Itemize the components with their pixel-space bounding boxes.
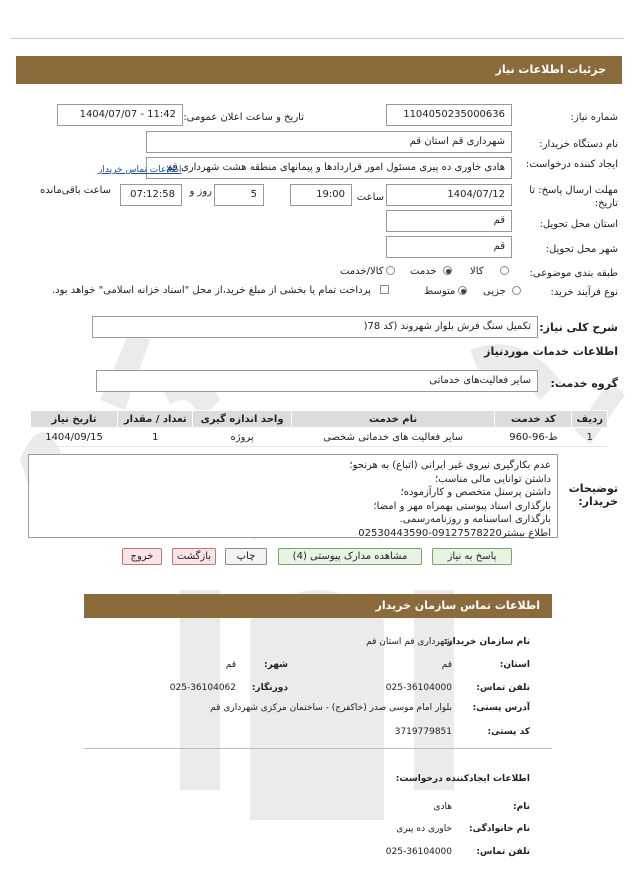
process-option-medium: متوسط xyxy=(424,286,456,297)
contact-fax-label: دورنگار: xyxy=(251,683,288,693)
creator-label: ایجاد کننده درخواست: xyxy=(525,159,618,170)
summary-label: شرح کلی نیاز: xyxy=(539,321,618,334)
creator-first-name-label: نام: xyxy=(513,802,530,812)
col-qty-header: تعداد / مقدار xyxy=(118,411,193,428)
buyer-org-label: نام دستگاه خریدار: xyxy=(539,139,618,150)
announce-date-field[interactable]: 1404/07/07 - 11:42 xyxy=(57,104,183,126)
cell-code: ط-96-960 xyxy=(495,428,572,447)
category-option-goods: کالا xyxy=(470,266,484,277)
contact-org-label: نام سازمان خریدار: xyxy=(443,637,530,647)
cell-name: سایر فعالیت های خدماتی شخصی xyxy=(291,428,495,447)
province-label: استان محل تحویل: xyxy=(539,219,618,230)
category-radio-goods-service[interactable] xyxy=(386,266,395,275)
summary-field[interactable]: تکمیل سنگ فرش بلوار شهروند (کد 78( xyxy=(92,316,538,338)
table-header-row xyxy=(31,411,608,428)
category-option-goods-service: کالا/خدمت xyxy=(340,266,384,277)
exit-button[interactable]: خروج xyxy=(122,548,162,565)
service-group-label: گروه خدمت: xyxy=(550,377,618,390)
attachments-button[interactable]: مشاهده مدارک پیوستی (4) xyxy=(278,548,422,565)
reply-button[interactable]: پاسخ به نیاز xyxy=(432,548,512,565)
days-field[interactable]: 5 xyxy=(214,184,264,206)
need-number-label: شماره نیاز: xyxy=(570,112,618,123)
buyer-notes-box[interactable] xyxy=(28,454,558,538)
time-label: ساعت xyxy=(356,192,384,203)
process-radio-minor[interactable] xyxy=(512,286,521,295)
creator-first-name-value: هادی xyxy=(433,802,452,812)
col-date-header: تاریخ نیاز xyxy=(31,411,118,428)
creator-info-title: اطلاعات ایجادکننده درخواست: xyxy=(395,774,530,784)
category-radio-service[interactable] xyxy=(443,266,452,275)
contact-postal-label: کد پستی: xyxy=(487,727,530,737)
buyer-notes-label: توضیحات خریدار: xyxy=(568,482,618,508)
category-option-service: خدمت xyxy=(410,266,437,277)
category-radio-goods[interactable] xyxy=(500,266,509,275)
contact-province-label: استان: xyxy=(499,660,530,670)
category-label: طبقه بندی موضوعی: xyxy=(529,268,618,279)
contact-address-value: بلوار امام موسی صدر (خاکفرج) - ساختمان مرکزی شهرداری قم xyxy=(210,703,452,713)
cell-qty: 1 xyxy=(118,428,193,447)
deadline-time-field[interactable]: 19:00 xyxy=(290,184,352,206)
note-line: اطلاع بیشتر09127578220-02530443590 xyxy=(358,527,551,539)
remaining-time-field[interactable]: 07:12:58 xyxy=(120,184,182,206)
contact-province-value: قم xyxy=(441,660,452,670)
col-code-header: کد خدمت xyxy=(495,411,572,428)
top-divider xyxy=(10,38,624,39)
announce-date-label: تاریخ و ساعت اعلان عمومی: xyxy=(183,112,304,123)
days-label: روز و xyxy=(189,186,212,197)
col-unit-header: واحد اندازه گیری xyxy=(193,411,291,428)
deadline-label: مهلت ارسال پاسخ: تا تاریخ: xyxy=(529,185,618,209)
print-button[interactable]: چاپ xyxy=(225,548,267,565)
city-label: شهر محل تحویل: xyxy=(545,244,618,255)
creator-last-name-label: نام خانوادگی: xyxy=(468,824,530,834)
deadline-date-field[interactable]: 1404/07/12 xyxy=(386,184,512,206)
contact-fax-value: 025-36104062 xyxy=(169,683,236,693)
treasury-payment-note: پرداخت تمام یا بخشی از مبلغ خرید،از محل "اسناد خزانه اسلامی" خواهد بود. xyxy=(52,285,371,296)
service-group-field[interactable]: سایر فعالیت‌های خدماتی xyxy=(96,370,538,392)
city-field[interactable]: قم xyxy=(386,236,512,258)
back-button[interactable]: بازگشت xyxy=(172,548,216,565)
creator-phone-value: 025-36104000 xyxy=(385,847,452,857)
col-name-header: نام خدمت xyxy=(291,411,495,428)
note-line: داشتن پرسنل متخصص و کارآزموده؛ xyxy=(400,487,551,498)
services-section-title: اطلاعات خدمات موردنیاز xyxy=(484,345,618,358)
process-label: نوع فرآیند خرید: xyxy=(550,287,618,298)
page-header: جزئیات اطلاعات نیاز xyxy=(16,56,622,84)
treasury-payment-checkbox[interactable] xyxy=(380,285,389,294)
contact-banner: اطلاعات تماس سازمان خریدار xyxy=(84,594,552,618)
table-row[interactable] xyxy=(31,428,608,447)
note-line: بارگذاری اسناد پیوستی بهمراه مهر و امضا؛ xyxy=(373,500,551,512)
contact-phone-value: 025-36104000 xyxy=(385,683,452,693)
contact-org-value: شهرداری قم استان قم xyxy=(366,637,452,647)
col-row-header: ردیف xyxy=(572,411,608,428)
buyer-org-field[interactable]: شهرداری قم استان قم xyxy=(146,131,512,153)
contact-city-label: شهر: xyxy=(264,660,288,670)
contact-city-value: قم xyxy=(225,660,236,670)
creator-field[interactable]: هادی خاوری ده پیری مسئول امور قراردادها و پیمانهای منطقه هشت شهرداری قم xyxy=(146,157,512,179)
need-number-field[interactable]: 1104050235000636 xyxy=(386,104,512,126)
contact-address-label: آدرس پستی: xyxy=(472,703,530,713)
contact-info-link[interactable]: اطلاعات تماس خریدار xyxy=(98,165,182,175)
province-field[interactable]: قم xyxy=(386,210,512,232)
contact-postal-value: 3719779851 xyxy=(394,727,452,737)
remaining-label: ساعت باقی‌مانده xyxy=(40,185,112,196)
contact-divider xyxy=(84,748,552,749)
note-line: بارگذاری اساسنامه و روزنامه‌رسمی. xyxy=(399,514,551,525)
process-option-minor: جزیی xyxy=(483,286,506,297)
process-radio-medium[interactable] xyxy=(458,286,467,295)
services-table xyxy=(30,410,608,447)
cell-date: 1404/09/15 xyxy=(31,428,118,447)
creator-phone-label: تلفن تماس: xyxy=(476,847,530,857)
contact-phone-label: تلفن تماس: xyxy=(476,683,530,693)
creator-last-name-value: خاوری ده پیری xyxy=(396,824,452,834)
cell-row: 1 xyxy=(572,428,608,447)
note-line: داشتن توانایی مالی مناسب؛ xyxy=(434,473,551,485)
cell-unit: پروژه xyxy=(193,428,291,447)
note-line: عدم بکارگیری نیروی غیر ایرانی (اتباع) به هرنحو؛ xyxy=(349,460,551,471)
